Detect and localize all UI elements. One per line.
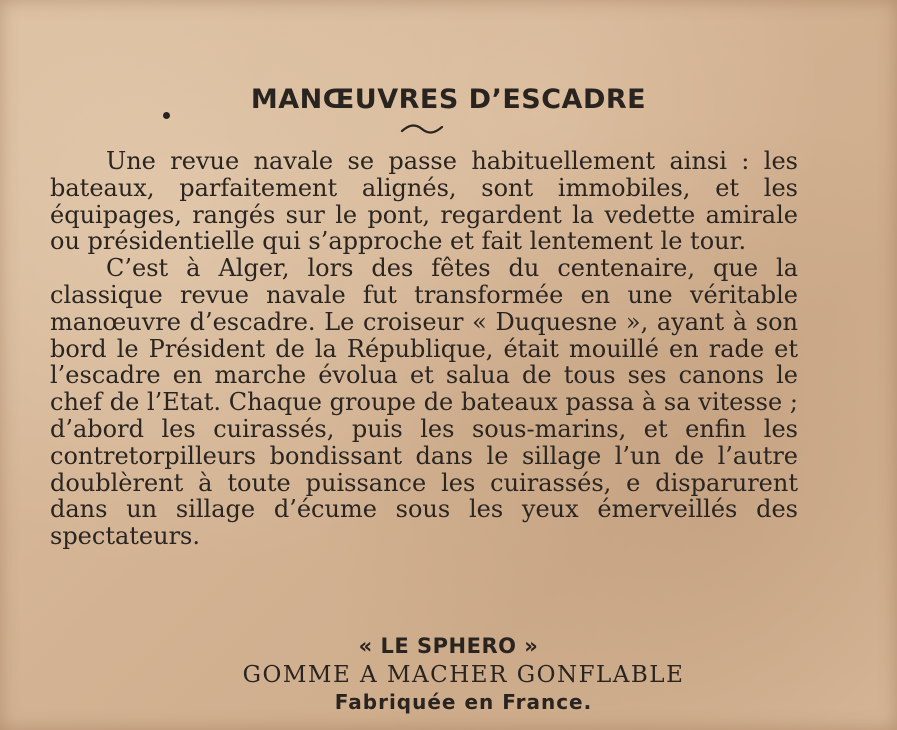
paragraph-2: C’est à Alger, lors des fêtes du centenaire, que la classique revue navale fut transformée en une véritable manœuvre d’escadre. Le croiseur « Duquesne », ayant à son bord le Président de la République, était mouillé en rade et l’escadre en marche évolua et salua de tous ses canons le chef de l’Etat. Chaque groupe de bateaux passa à sa vitesse ; d’abord les cuirassés, puis les sous-marins, et enfin les contretorpilleurs bondissant dans le sillage l’un de l’autre doublèrent à toute puissance les cuirassés, e disparurent dans un sillage d’écume sous les yeux émerveillés des spectateurs.: [50, 254, 798, 551]
card-title: MANŒUVRES D’ESCADRE: [250, 84, 647, 115]
card-body-text: [50, 148, 798, 550]
paragraph-1: Une revue navale se passe habituellement ainsi : les bateaux, parfaitement alignés, sont immobiles, et les équipages, rangés sur le pont, regardent la vedette amirale ou présidentielle qui s’approche et fait lentement le tour.: [50, 147, 798, 256]
tilde-ornament-icon: [400, 122, 444, 136]
brand-name: « LE SPHERO »: [358, 634, 539, 658]
origin-line: Fabriquée en France.: [334, 690, 593, 714]
product-line: GOMME A MACHER GONFLABLE: [242, 662, 685, 688]
